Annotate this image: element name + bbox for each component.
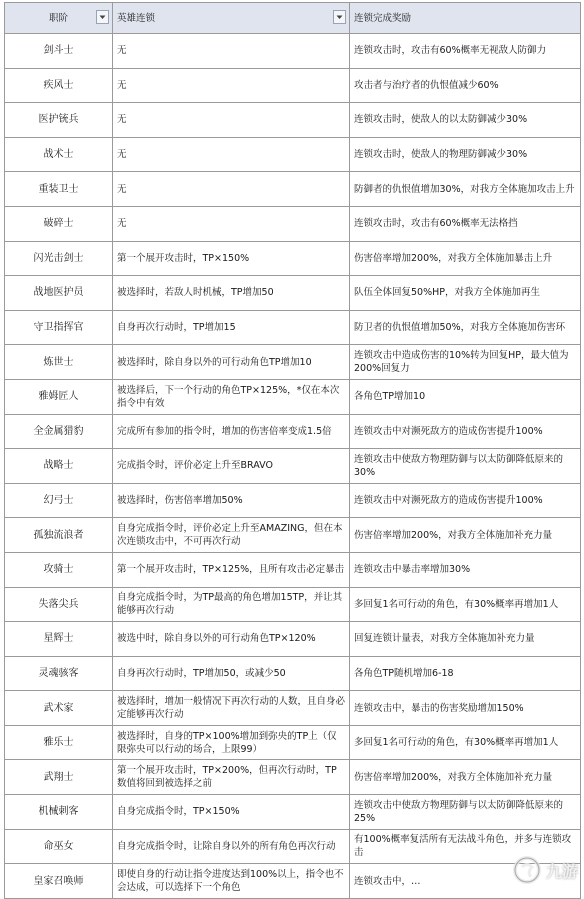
cell-hero-chain: 无 [113,206,350,241]
table-row [5,414,581,449]
cell-class: 武术家 [5,691,113,726]
cell-class: 雅姆匠人 [5,379,113,414]
cell-hero-chain: 被选择时，除自身以外的可行动角色TP增加10 [113,345,350,380]
cell-hero-chain: 自身完成指令时，评价必定上升至AMAZING，但在本次连锁攻击中，不可再次行动 [113,518,350,553]
table-row [5,483,581,518]
cell-class: 星辉士 [5,622,113,657]
table-row [5,310,581,345]
cell-chain-reward: 各角色TP随机增加6-18 [350,656,581,691]
cell-hero-chain: 完成指令时，评价必定上升至BRAVO [113,449,350,484]
cell-chain-reward: 连锁攻击中使敌方物理防御与以太防御降低原来的25% [350,795,581,830]
cell-class: 战略士 [5,449,113,484]
cell-class: 全金属猎豹 [5,414,113,449]
cell-hero-chain: 无 [113,103,350,138]
table-row [5,587,581,622]
cell-hero-chain: 完成所有参加的指令时，增加的伤害倍率变成1.5倍 [113,414,350,449]
header-chain-reward-label: 连锁完成奖励 [354,13,411,24]
cell-class: 命巫女 [5,829,113,864]
cell-hero-chain: 被选中时，除自身以外的可行动角色TP×120% [113,622,350,657]
cell-chain-reward: 防御者的仇恨值增加30%，对我方全体施加攻击上升 [350,172,581,207]
header-hero-chain [113,3,350,34]
table-row [5,206,581,241]
header-chain-reward [350,3,581,34]
cell-class: 雅乐士 [5,725,113,760]
cell-chain-reward: 防卫者的仇恨值增加50%，对我方全体施加伤害环 [350,310,581,345]
cell-chain-reward: 连锁攻击中，暴击的伤害奖励增加150% [350,691,581,726]
cell-chain-reward: 连锁攻击中对濒死敌方的造成伤害提升100% [350,483,581,518]
cell-hero-chain: 第一个展开攻击时，TP×150% [113,241,350,276]
chevron-down-icon [334,11,345,23]
cell-class: 失落尖兵 [5,587,113,622]
table-row [5,103,581,138]
cell-hero-chain: 即使自身的行动让指令进度达到100%以上，指令也不会达成，可以选择下一个角色 [113,864,350,899]
cell-class: 破碎士 [5,206,113,241]
table-row [5,760,581,795]
table-row [5,725,581,760]
cell-chain-reward: 连锁攻击时，使敌人的以太防御减少30% [350,103,581,138]
cell-class: 战地医护员 [5,276,113,311]
cell-chain-reward: 回复连锁计量表，对我方全体施加补充力量 [350,622,581,657]
table-row [5,795,581,830]
cell-hero-chain: 自身完成指令时，让除自身以外的所有角色再次行动 [113,829,350,864]
cell-chain-reward: 攻击者与治疗者的仇恨值减少60% [350,68,581,103]
table-row [5,68,581,103]
cell-class: 守卫指挥官 [5,310,113,345]
cell-class: 医护铳兵 [5,103,113,138]
cell-hero-chain: 被选择时，若敌人时机械，TP增加50 [113,276,350,311]
cell-hero-chain: 被选择时，自身的TP×100%增加到弥央的TP上（仅限弥央可以行动的场合，上限99） [113,725,350,760]
cell-chain-reward: 伤害倍率增加200%，对我方全体施加补充力量 [350,518,581,553]
watermark [512,855,578,885]
cell-chain-reward: 连锁攻击中对濒死敌方的造成伤害提升100% [350,414,581,449]
cell-hero-chain: 无 [113,34,350,69]
cell-chain-reward: 连锁攻击时，使敌人的物理防御减少30% [350,137,581,172]
hero-chain-table [4,2,581,899]
cell-chain-reward: 队伍全体回复50%HP，对我方全体施加再生 [350,276,581,311]
cell-hero-chain: 被选择时，增加一般情况下再次行动的人数，且自身必定能够再次行动 [113,691,350,726]
table-row [5,172,581,207]
cell-chain-reward: 伤害倍率增加200%，对我方全体施加补充力量 [350,760,581,795]
cell-hero-chain: 无 [113,68,350,103]
table-body [5,34,581,899]
cell-class: 幻弓士 [5,483,113,518]
cell-class: 攻骑士 [5,552,113,587]
table-row [5,276,581,311]
table-row [5,345,581,380]
cell-chain-reward: 连锁攻击中，… [350,864,581,899]
table-row [5,691,581,726]
filter-dropdown-button[interactable] [333,10,346,24]
watermark-text: 九游 [546,859,578,882]
cell-hero-chain: 被选择时，伤害倍率增加50% [113,483,350,518]
cell-chain-reward: 连锁攻击中暴击率增加30% [350,552,581,587]
cell-class: 疾风士 [5,68,113,103]
cell-class: 炼世士 [5,345,113,380]
table-row [5,34,581,69]
cell-class: 机械刺客 [5,795,113,830]
chevron-down-icon [97,11,108,23]
nine-game-logo-icon [512,855,542,885]
cell-class: 武翔士 [5,760,113,795]
filter-dropdown-button[interactable] [96,10,109,24]
cell-hero-chain: 自身完成指令时，TP×150% [113,795,350,830]
cell-class: 皇家召唤师 [5,864,113,899]
cell-class: 剑斗士 [5,34,113,69]
cell-chain-reward: 各角色TP增加10 [350,379,581,414]
table-row [5,241,581,276]
cell-chain-reward: 多回复1名可行动的角色，有30%概率再增加1人 [350,725,581,760]
table-row [5,518,581,553]
table-row [5,864,581,899]
cell-chain-reward: 连锁攻击时，攻击有60%概率无法格挡 [350,206,581,241]
cell-hero-chain: 无 [113,172,350,207]
header-row [5,3,581,34]
cell-chain-reward: 有100%概率复活所有无法战斗角色，并多与连锁攻击 [350,829,581,864]
table-row [5,449,581,484]
cell-chain-reward: 伤害倍率增加200%，对我方全体施加暴击上升 [350,241,581,276]
cell-hero-chain: 自身再次行动时，TP增加15 [113,310,350,345]
cell-chain-reward: 多回复1名可行动的角色，有30%概率再增加1人 [350,587,581,622]
cell-class: 孤独流浪者 [5,518,113,553]
cell-hero-chain: 第一个展开攻击时，TP×125%，且所有攻击必定暴击 [113,552,350,587]
header-hero-chain-label: 英雄连锁 [117,13,155,24]
cell-hero-chain: 自身完成指令时，为TP最高的角色增加15TP，并让其能够再次行动 [113,587,350,622]
table-row [5,829,581,864]
cell-chain-reward: 连锁攻击中造成伤害的10%转为回复HP，最大值为200%回复力 [350,345,581,380]
table-row [5,137,581,172]
skill-table-sheet [4,2,580,899]
table-row [5,379,581,414]
cell-hero-chain: 被选择后，下一个行动的角色TP×125%，*仅在本次指令中有效 [113,379,350,414]
header-class [5,3,113,34]
cell-chain-reward: 连锁攻击中使敌方物理防御与以太防御降低原来的30% [350,449,581,484]
header-class-label: 职阶 [49,13,68,24]
table-row [5,552,581,587]
table-row [5,656,581,691]
cell-hero-chain: 第一个展开攻击时，TP×200%，但再次行动时，TP数值将回到被选择之前 [113,760,350,795]
cell-chain-reward: 连锁攻击时，攻击有60%概率无视敌人防御力 [350,34,581,69]
cell-class: 重装卫士 [5,172,113,207]
cell-class: 灵魂骇客 [5,656,113,691]
cell-hero-chain: 无 [113,137,350,172]
cell-hero-chain: 自身再次行动时，TP增加50，或减少50 [113,656,350,691]
cell-class: 战术士 [5,137,113,172]
table-row [5,622,581,657]
cell-class: 闪光击剑士 [5,241,113,276]
